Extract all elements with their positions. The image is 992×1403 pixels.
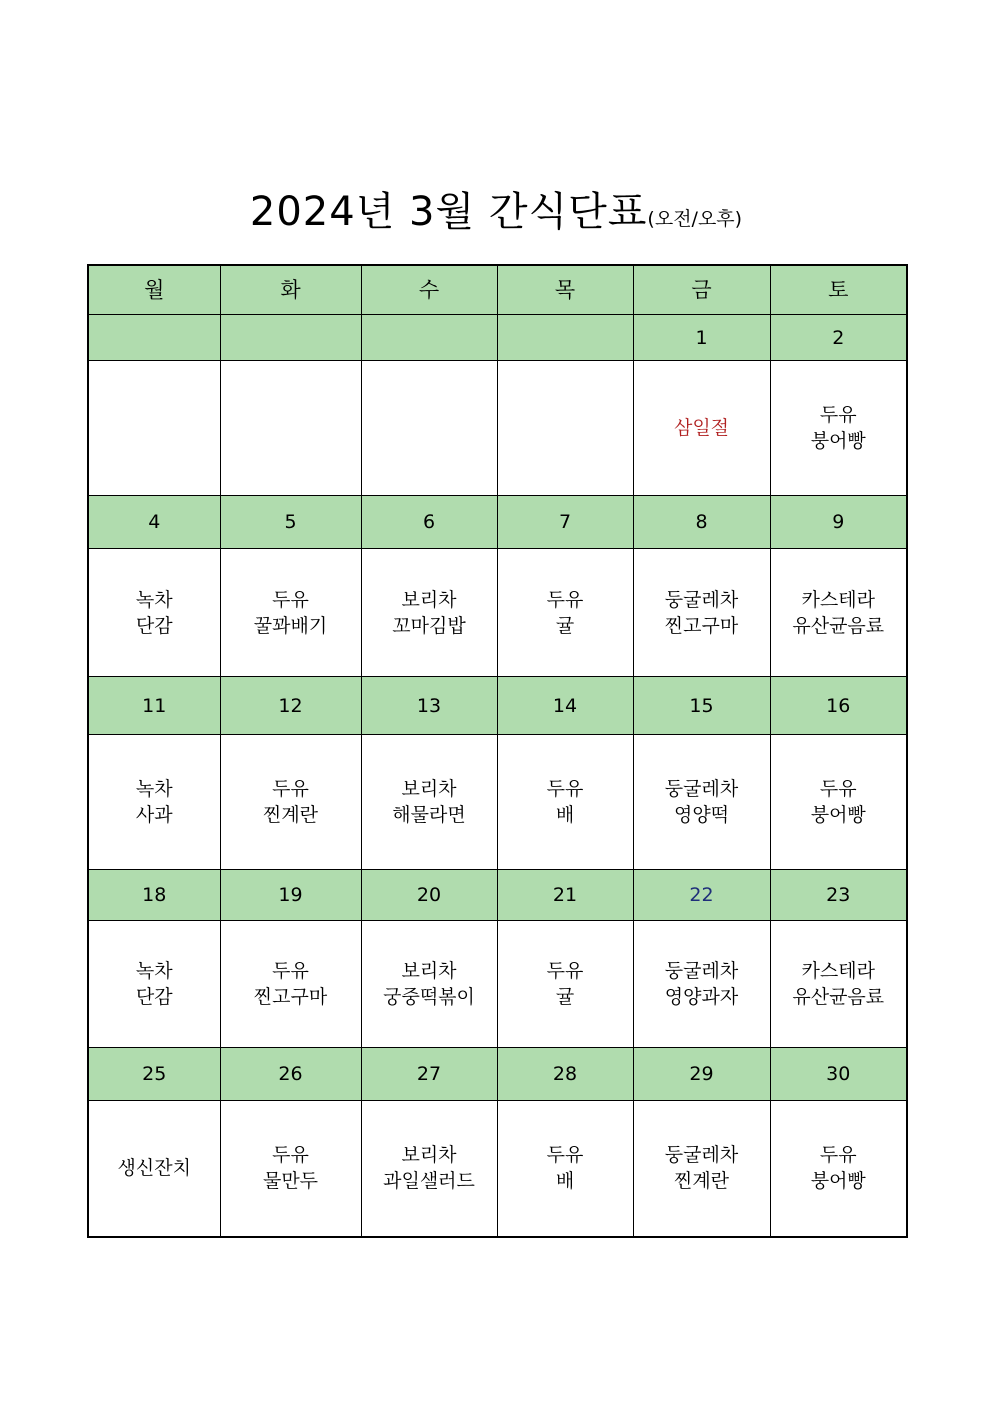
drink-item: 두유 (546, 778, 584, 800)
date-cell: 21 (497, 870, 633, 921)
date-cell: 11 (88, 677, 220, 735)
weekday-wed: 수 (361, 265, 497, 315)
weekday-sat: 토 (770, 265, 907, 315)
weekday-mon: 월 (88, 265, 220, 315)
date-cell: 28 (497, 1048, 633, 1101)
drink-item: 카스테라 (801, 588, 875, 611)
date-cell: 8 (633, 496, 770, 549)
snack-item: 배 (555, 1170, 575, 1193)
date-cell: 7 (497, 496, 633, 549)
menu-row (88, 1101, 907, 1237)
drink-item: 카스테라 (801, 960, 875, 982)
snack-item: 찐계란 (262, 804, 319, 826)
menu-row (88, 549, 907, 677)
menu-cell (88, 921, 220, 1048)
snack-item: 귤 (555, 614, 575, 637)
snack-item: 사과 (135, 804, 173, 826)
menu-cell (770, 921, 907, 1048)
drink-item: 두유 (272, 778, 309, 800)
snack-item: 찐고구마 (664, 614, 739, 637)
drink-item: 녹차 (135, 588, 173, 611)
snack-item: 찐고구마 (253, 986, 328, 1008)
date-cell: 12 (220, 677, 361, 735)
menu-cell (770, 549, 907, 677)
date-cell: 26 (220, 1048, 361, 1101)
date-cell (220, 315, 361, 361)
menu-cell (497, 921, 633, 1048)
date-cell: 6 (361, 496, 497, 549)
drink-item: 두유 (272, 1144, 309, 1167)
date-cell (497, 315, 633, 361)
date-row (88, 870, 907, 921)
event-item: 생신잔치 (117, 1157, 191, 1180)
date-row (88, 315, 907, 361)
snack-item: 과일샐러드 (383, 1170, 475, 1193)
weekday-thu: 목 (497, 265, 633, 315)
drink-item: 녹차 (135, 960, 173, 982)
menu-cell (633, 921, 770, 1048)
snack-item: 찐계란 (673, 1170, 730, 1193)
date-cell: 4 (88, 496, 220, 549)
menu-cell (88, 549, 220, 677)
menu-cell (361, 1101, 497, 1237)
weekday-header-row (88, 265, 907, 315)
weekday-tue: 화 (220, 265, 361, 315)
snack-item: 붕어빵 (810, 1170, 866, 1193)
date-cell: 23 (770, 870, 907, 921)
menu-cell (633, 1101, 770, 1237)
snack-item: 배 (555, 804, 575, 826)
drink-item: 두유 (272, 960, 309, 982)
date-cell: 2 (770, 315, 907, 361)
menu-cell (88, 361, 220, 496)
menu-cell (361, 549, 497, 677)
snack-item: 궁중떡볶이 (383, 986, 475, 1008)
snack-item: 꿀꽈배기 (253, 614, 328, 637)
drink-item: 두유 (546, 588, 584, 611)
menu-cell (497, 549, 633, 677)
drink-item: 보리차 (401, 588, 457, 611)
snack-item: 단감 (135, 614, 173, 637)
snack-item: 유산균음료 (792, 614, 885, 637)
drink-item: 둥굴레차 (664, 778, 739, 800)
drink-item: 두유 (546, 960, 584, 982)
snack-item: 단감 (135, 986, 173, 1008)
snack-item: 해물라면 (392, 804, 466, 826)
menu-cell (361, 361, 497, 496)
menu-cell (220, 549, 361, 677)
menu-cell (361, 735, 497, 870)
menu-row (88, 735, 907, 870)
date-cell: 15 (633, 677, 770, 735)
menu-cell (497, 361, 633, 496)
menu-cell (220, 1101, 361, 1237)
page-title (0, 180, 992, 237)
menu-cell (770, 735, 907, 870)
date-cell (88, 315, 220, 361)
menu-cell (361, 921, 497, 1048)
menu-cell (220, 361, 361, 496)
drink-item: 두유 (819, 778, 857, 800)
snack-item: 영양과자 (664, 986, 739, 1008)
date-cell: 22 (633, 870, 770, 921)
date-row (88, 1048, 907, 1101)
menu-cell (497, 1101, 633, 1237)
drink-item: 둥굴레차 (664, 588, 739, 611)
drink-item: 두유 (819, 1144, 857, 1167)
date-cell: 20 (361, 870, 497, 921)
date-cell (361, 315, 497, 361)
date-cell: 16 (770, 677, 907, 735)
menu-row (88, 921, 907, 1048)
date-cell: 9 (770, 496, 907, 549)
snack-item: 유산균음료 (792, 986, 885, 1008)
menu-cell (633, 735, 770, 870)
snack-item: 영양떡 (673, 804, 730, 826)
menu-cell (88, 1101, 220, 1237)
drink-item: 두유 (546, 1144, 584, 1167)
menu-cell (770, 361, 907, 496)
drink-item: 두유 (272, 588, 309, 611)
weekday-fri: 금 (633, 265, 770, 315)
date-cell: 14 (497, 677, 633, 735)
menu-cell (88, 735, 220, 870)
date-cell: 29 (633, 1048, 770, 1101)
menu-row (88, 361, 907, 496)
snack-menu-table (87, 264, 908, 1238)
snack-item: 꼬마김밥 (392, 614, 466, 637)
snack-item: 붕어빵 (810, 804, 866, 826)
date-cell: 1 (633, 315, 770, 361)
date-cell: 19 (220, 870, 361, 921)
menu-cell (220, 921, 361, 1048)
date-cell: 27 (361, 1048, 497, 1101)
drink-item: 두유 (819, 404, 857, 426)
title-main: 2024년 3월 간식단표 (249, 189, 648, 235)
drink-item: 보리차 (401, 960, 457, 982)
title-sub: (오전/오후) (647, 208, 743, 230)
menu-cell (633, 361, 770, 496)
date-cell: 25 (88, 1048, 220, 1101)
date-cell: 18 (88, 870, 220, 921)
drink-item: 둥굴레차 (664, 1144, 739, 1167)
drink-item: 둥굴레차 (664, 960, 739, 982)
drink-item: 보리차 (401, 1144, 457, 1167)
holiday-label: 삼일절 (673, 417, 730, 439)
menu-cell (497, 735, 633, 870)
drink-item: 보리차 (401, 778, 457, 800)
date-row (88, 496, 907, 549)
date-cell: 5 (220, 496, 361, 549)
snack-item: 물만두 (262, 1170, 319, 1193)
date-row (88, 677, 907, 735)
date-cell: 30 (770, 1048, 907, 1101)
menu-cell (770, 1101, 907, 1237)
menu-cell (220, 735, 361, 870)
drink-item: 녹차 (135, 778, 173, 800)
snack-item: 붕어빵 (810, 430, 866, 452)
menu-cell (633, 549, 770, 677)
snack-item: 귤 (555, 986, 575, 1008)
date-cell: 13 (361, 677, 497, 735)
